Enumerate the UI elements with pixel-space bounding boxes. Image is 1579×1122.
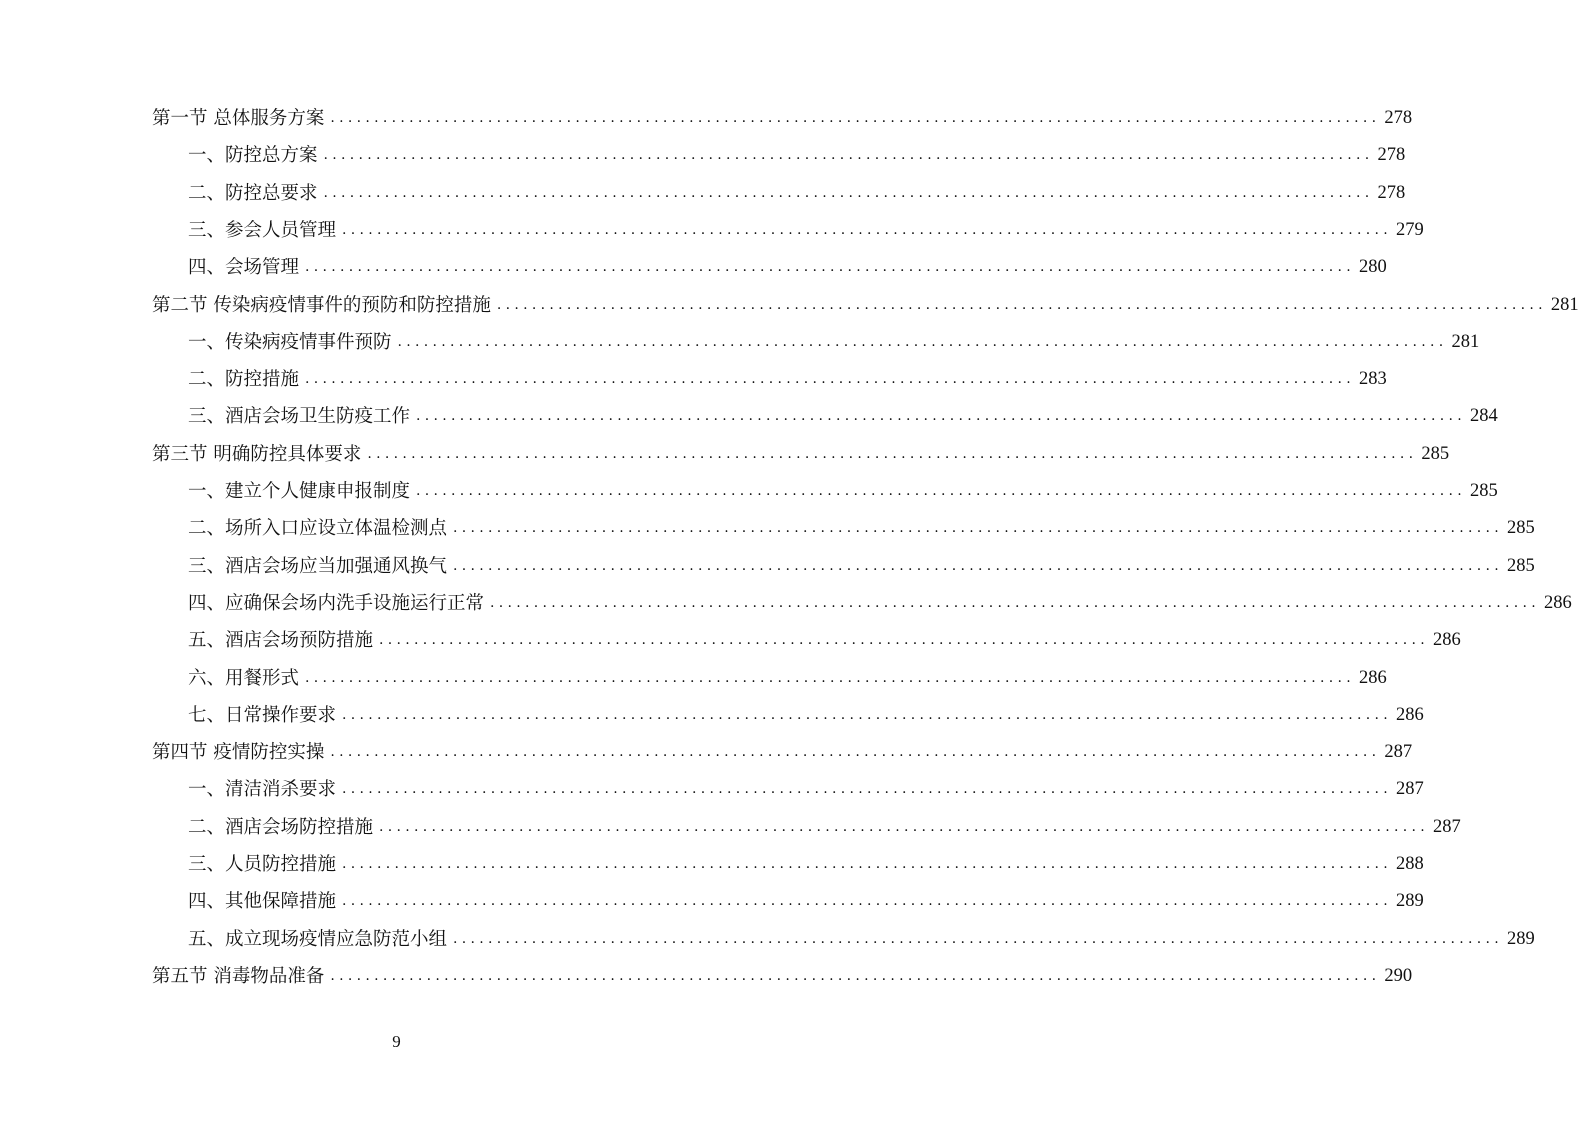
toc-dot-leader: ........................................................................................................................ bbox=[330, 744, 1381, 761]
toc-dot-leader: ........................................................................................................................ bbox=[397, 333, 1448, 350]
toc-dot-leader: ........................................................................................................................ bbox=[330, 967, 1381, 984]
toc-section-entry[interactable] bbox=[152, 287, 1579, 324]
toc-entry-page: 281 bbox=[1451, 331, 1480, 352]
toc-entry-label: 第二节 传染病疫情事件的预防和防控措施 bbox=[152, 294, 491, 316]
toc-entry-page: 286 bbox=[1359, 667, 1387, 688]
toc-item-entry[interactable] bbox=[188, 622, 1461, 659]
toc-entry-label: 二、酒店会场防控措施 bbox=[188, 816, 374, 838]
toc-item-entry[interactable] bbox=[188, 697, 1424, 734]
toc-dot-leader: ........................................................................................................................ bbox=[453, 520, 1504, 537]
toc-section-entry[interactable] bbox=[152, 436, 1450, 473]
toc-dot-leader: ........................................................................................................................ bbox=[330, 110, 1381, 126]
toc-entry-label: 一、防控总方案 bbox=[188, 145, 318, 167]
toc-entry-page: 290 bbox=[1384, 965, 1413, 986]
toc-entry-label: 二、防控总要求 bbox=[188, 182, 318, 204]
toc-entry-label: 五、成立现场疫情应急防范小组 bbox=[188, 928, 448, 950]
toc-entry-label: 三、参会人员管理 bbox=[188, 219, 337, 241]
toc-item-entry[interactable] bbox=[188, 660, 1387, 697]
toc-dot-leader: ........................................................................................................................ bbox=[453, 930, 1504, 947]
toc-entry-label: 第五节 消毒物品准备 bbox=[152, 965, 325, 987]
toc-item-entry[interactable] bbox=[188, 510, 1535, 547]
toc-item-entry[interactable] bbox=[188, 175, 1406, 212]
toc-dot-leader: ........................................................................................................................ bbox=[342, 221, 1393, 238]
toc-section-entry[interactable] bbox=[152, 100, 1413, 137]
toc-entry-page: 283 bbox=[1359, 369, 1387, 390]
page-number: 9 bbox=[392, 1032, 401, 1051]
toc-entry-page: 285 bbox=[1470, 481, 1498, 501]
toc-item-entry[interactable] bbox=[188, 771, 1424, 808]
toc-entry-page: 289 bbox=[1396, 891, 1424, 912]
toc-item-entry[interactable] bbox=[188, 883, 1424, 920]
toc-entry-page: 286 bbox=[1544, 592, 1572, 613]
toc-item-entry[interactable] bbox=[188, 548, 1535, 585]
toc-item-entry[interactable] bbox=[188, 249, 1387, 286]
toc-item-entry[interactable] bbox=[188, 846, 1424, 883]
toc-dot-leader: ........................................................................................................................ bbox=[379, 818, 1430, 835]
toc-dot-leader: ........................................................................................................................ bbox=[342, 893, 1393, 910]
toc-dot-leader: ........................................................................................................................ bbox=[379, 632, 1430, 649]
toc-item-entry[interactable] bbox=[188, 361, 1387, 398]
toc-section-entry[interactable] bbox=[152, 958, 1413, 995]
toc-entry-page: 278 bbox=[1377, 145, 1406, 166]
toc-entry-page: 285 bbox=[1507, 518, 1535, 539]
toc-dot-leader: ........................................................................................................................ bbox=[453, 557, 1504, 574]
toc-dot-leader: ........................................................................................................................ bbox=[305, 371, 1356, 388]
toc-dot-leader: ........................................................................................................................ bbox=[416, 408, 1467, 425]
toc-entry-page: 284 bbox=[1470, 406, 1498, 427]
toc-dot-leader: ........................................................................................................................ bbox=[416, 483, 1467, 499]
toc-dot-leader: ........................................................................................................................ bbox=[305, 669, 1356, 686]
toc-entry-page: 280 bbox=[1359, 257, 1387, 278]
toc-entry-label: 第一节 总体服务方案 bbox=[152, 108, 325, 129]
toc-dot-leader: ........................................................................................................................ bbox=[305, 259, 1356, 276]
toc-entry-label: 第三节 明确防控具体要求 bbox=[152, 443, 362, 465]
toc-entry-label: 一、传染病疫情事件预防 bbox=[188, 331, 392, 353]
toc-dot-leader: ........................................................................................................................ bbox=[490, 594, 1541, 611]
toc-entry-page: 281 bbox=[1550, 294, 1579, 315]
toc-dot-leader: ........................................................................................................................ bbox=[323, 184, 1374, 201]
toc-entry-label: 五、酒店会场预防措施 bbox=[188, 630, 374, 652]
toc-entry-label: 四、应确保会场内洗手设施运行正常 bbox=[188, 592, 485, 614]
toc-entry-page: 286 bbox=[1433, 630, 1461, 651]
toc-entry-label: 四、会场管理 bbox=[188, 257, 300, 279]
toc-entry-page: 286 bbox=[1396, 704, 1424, 725]
toc-entry-label: 四、其他保障措施 bbox=[188, 891, 337, 913]
toc-item-entry[interactable] bbox=[188, 473, 1498, 510]
toc-entry-label: 三、人员防控措施 bbox=[188, 854, 337, 875]
toc-item-entry[interactable] bbox=[188, 809, 1461, 846]
toc-item-entry[interactable] bbox=[188, 324, 1480, 361]
toc-item-entry[interactable] bbox=[188, 585, 1572, 622]
toc-dot-leader: ........................................................................................................................ bbox=[496, 296, 1547, 313]
toc-entry-label: 第四节 疫情防控实操 bbox=[152, 742, 325, 764]
toc-entry-label: 一、建立个人健康申报制度 bbox=[188, 481, 411, 502]
toc-entry-page: 289 bbox=[1507, 928, 1535, 949]
toc-entry-page: 278 bbox=[1377, 182, 1406, 203]
toc-dot-leader: ........................................................................................................................ bbox=[323, 147, 1374, 164]
toc-entry-page: 288 bbox=[1396, 854, 1424, 874]
toc-entry-page: 285 bbox=[1421, 443, 1450, 464]
toc-item-entry[interactable] bbox=[188, 137, 1406, 174]
toc-section-entry[interactable] bbox=[152, 734, 1413, 771]
toc-entry-label: 三、酒店会场卫生防疫工作 bbox=[188, 406, 411, 428]
toc-entry-page: 278 bbox=[1384, 108, 1413, 128]
toc-dot-leader: ........................................................................................................................ bbox=[342, 706, 1393, 723]
toc-entry-label: 二、场所入口应设立体温检测点 bbox=[188, 518, 448, 540]
toc-entry-label: 一、清洁消杀要求 bbox=[188, 779, 337, 801]
toc-entry-page: 285 bbox=[1507, 555, 1535, 576]
toc-item-entry[interactable] bbox=[188, 212, 1424, 249]
toc-dot-leader: ........................................................................................................................ bbox=[342, 781, 1393, 798]
toc-entry-label: 三、酒店会场应当加强通风换气 bbox=[188, 555, 448, 577]
toc-entry-page: 279 bbox=[1396, 219, 1424, 240]
toc-entry-page: 287 bbox=[1396, 779, 1424, 800]
toc-dot-leader: ........................................................................................................................ bbox=[342, 856, 1393, 872]
toc-item-entry[interactable] bbox=[188, 921, 1535, 958]
toc-entry-label: 七、日常操作要求 bbox=[188, 704, 337, 726]
toc-item-entry[interactable] bbox=[188, 398, 1498, 435]
toc-entry-page: 287 bbox=[1433, 816, 1461, 837]
toc-entry-label: 六、用餐形式 bbox=[188, 667, 300, 689]
toc-entry-label: 二、防控措施 bbox=[188, 369, 300, 391]
toc-entry-page: 287 bbox=[1384, 742, 1413, 763]
toc-dot-leader: ........................................................................................................................ bbox=[367, 445, 1418, 462]
